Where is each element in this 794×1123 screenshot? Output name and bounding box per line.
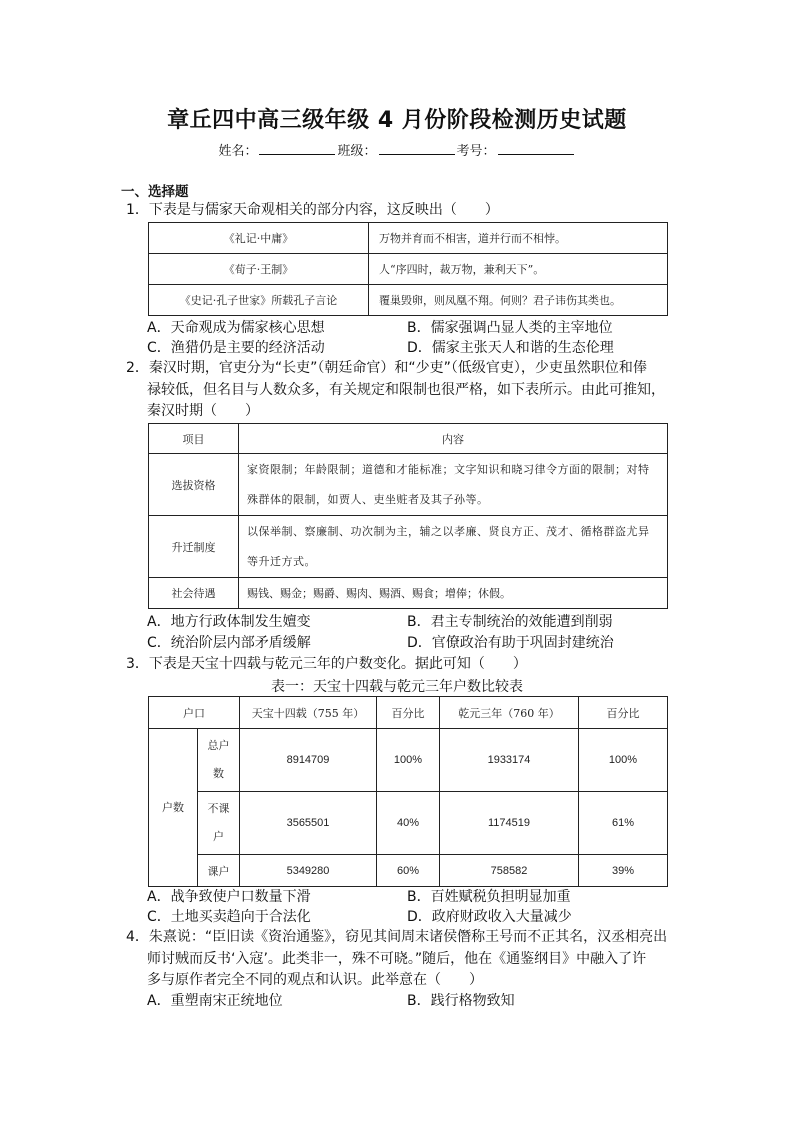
table-cell: 赐钱、赐金；赐爵、赐肉、赐酒、赐食；增俸；休假。 [239, 578, 668, 609]
table-cell: 61% [579, 792, 668, 855]
table-cell: 5349280 [240, 855, 377, 887]
q1-option-d[interactable]: D．儒家主张天人和谐的生态伦理 [407, 340, 614, 356]
table-cell: 3565501 [240, 792, 377, 855]
table-header-cell: 天宝十四载（755 年） [240, 697, 377, 729]
q2-option-c[interactable]: C．统治阶层内部矛盾缓解 [147, 635, 311, 651]
table-cell: 家资限制；年龄限制；道德和才能标准；文字知识和晓习律令方面的限制；对特殊群体的限制，如贾人、吏坐赃者及其子孙等。 [239, 454, 668, 516]
table-cell: 以保举制、察廉制、功次制为主，辅之以孝廉、贤良方正、茂才、循格群盗尤异等升迁方式。 [239, 516, 668, 578]
table-cell: 覆巢毁卵，则凤凰不翔。何则？君子讳伤其类也。 [369, 285, 668, 316]
table-cell: 选拔资格 [149, 454, 239, 516]
class-blank[interactable] [379, 142, 455, 155]
table-header-cell: 内容 [239, 424, 668, 454]
q3-table [148, 696, 668, 887]
table-cell: 758582 [440, 855, 579, 887]
table-cell: 万物并育而不相害，道并行而不相悖。 [369, 223, 668, 254]
table-cell: 总户数 [197, 729, 239, 792]
table-header-cell: 项目 [149, 424, 239, 454]
table-cell: 8914709 [240, 729, 377, 792]
q1-table [148, 222, 668, 316]
table-cell: 不课户 [197, 792, 239, 855]
q4-stem-line3: 多与原作者完全不同的观点和认识。此举意在（ ） [147, 972, 483, 988]
q1-option-c[interactable]: C．渔猎仍是主要的经济活动 [147, 340, 325, 356]
q4-stem-line2: 师讨贼而反书‘入寇’。此类非一，殊不可晓。”随后，他在《通鉴纲目》中融入了许 [147, 951, 647, 967]
table-header-cell: 百分比 [579, 697, 668, 729]
table-cell: 100% [377, 729, 440, 792]
q3-option-a[interactable]: A．战争致使户口数量下滑 [147, 889, 311, 905]
table-row [149, 454, 668, 516]
q2-stem-line1: 2．秦汉时期，官吏分为“长吏”（朝廷命官）和“少吏”（低级官吏），少吏虽然职位和俸 [126, 360, 647, 376]
q3-option-c[interactable]: C．土地买卖趋向于合法化 [147, 909, 311, 925]
table-row [149, 578, 668, 609]
q4-stem-line1: 4．朱熹说：“臣旧读《资治通鉴》，窃见其间周末诸侯僭称王号而不正其名，汉丞相亮出 [126, 929, 668, 945]
table-row [149, 223, 668, 254]
table-header-cell: 户口 [149, 697, 240, 729]
table-row [149, 855, 668, 887]
q1-option-b[interactable]: B．儒家强调凸显人类的主宰地位 [407, 320, 613, 336]
q4-option-a[interactable]: A．重塑南宋正统地位 [147, 993, 283, 1009]
table-row [149, 254, 668, 285]
table-cell: 1174519 [440, 792, 579, 855]
name-blank[interactable] [259, 142, 335, 155]
name-label: 姓名： [218, 144, 258, 159]
table-header-cell: 百分比 [377, 697, 440, 729]
q1-stem: 1．下表是与儒家天命观相关的部分内容，这反映出（ ） [126, 202, 499, 218]
table-cell: 《荀子·王制》 [149, 254, 369, 285]
exam-no-label: 考号： [456, 144, 496, 159]
table-cell: 1933174 [440, 729, 579, 792]
class-label: 班级： [337, 144, 377, 159]
q3-option-b[interactable]: B．百姓赋税负担明显加重 [407, 889, 571, 905]
table-cell: 《礼记·中庸》 [149, 223, 369, 254]
q2-option-b[interactable]: B．君主专制统治的效能遭到削弱 [407, 614, 613, 630]
q3-stem: 3．下表是天宝十四载与乾元三年的户数变化。据此可知（ ） [126, 656, 527, 672]
q2-stem-line2: 禄较低，但名目与人数众多，有关规定和限制也很严格，如下表所示。由此可推知， [147, 382, 665, 398]
table-header-cell: 乾元三年（760 年） [440, 697, 579, 729]
q1-option-a[interactable]: A．天命观成为儒家核心思想 [147, 320, 325, 336]
table-row [149, 729, 668, 792]
student-info-line [0, 140, 794, 159]
table-row [149, 516, 668, 578]
table-cell: 人“序四时，裁万物，兼利天下”。 [369, 254, 668, 285]
section-title: 一、选择题 [121, 184, 189, 200]
table-cell: 《史记·孔子世家》所载孔子言论 [149, 285, 369, 316]
q2-stem-line3: 秦汉时期（ ） [147, 403, 259, 419]
table-cell: 课户 [197, 855, 239, 887]
table-cell: 社会待遇 [149, 578, 239, 609]
table-row [149, 697, 668, 729]
page-title: 章丘四中高三级年级 4 月份阶段检测历史试题 [167, 108, 627, 133]
table-row [149, 792, 668, 855]
table-cell: 60% [377, 855, 440, 887]
q3-option-d[interactable]: D．政府财政收入大量减少 [407, 909, 572, 925]
q2-option-d[interactable]: D．官僚政治有助于巩固封建统治 [407, 635, 614, 651]
exam-no-blank[interactable] [498, 142, 574, 155]
q2-table [148, 423, 668, 609]
q3-table-caption: 表一：天宝十四载与乾元三年户数比较表 [271, 679, 523, 695]
table-group-cell: 户数 [149, 729, 198, 887]
table-cell: 100% [579, 729, 668, 792]
table-cell: 40% [377, 792, 440, 855]
table-cell: 39% [579, 855, 668, 887]
table-cell: 升迁制度 [149, 516, 239, 578]
table-row [149, 285, 668, 316]
table-row [149, 424, 668, 454]
q4-option-b[interactable]: B．践行格物致知 [407, 993, 515, 1009]
q2-option-a[interactable]: A．地方行政体制发生嬗变 [147, 614, 311, 630]
